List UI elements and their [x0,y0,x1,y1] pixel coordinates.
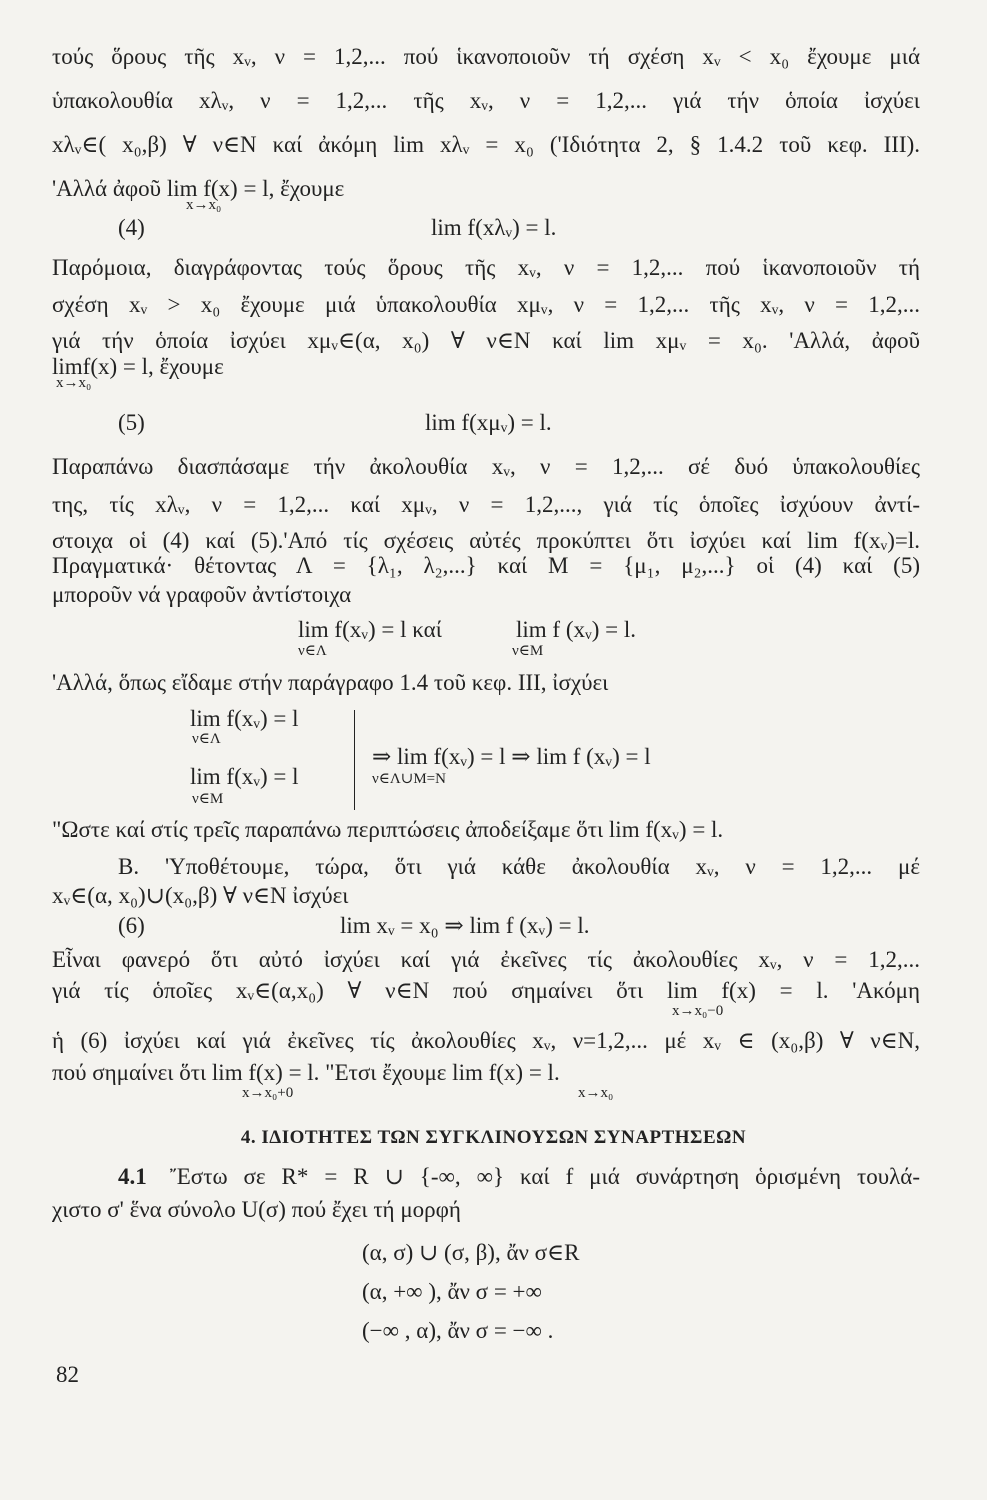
limit-subscript: x→x₀ [186,197,222,213]
text-line: limf(x) = l, ἔχουμε [52,354,224,379]
text-line: 'Αλλά, ὅπως εἴδαμε στήν παράγραφο 1.4 τοῦ κεφ. III, ἰσχύει [52,670,609,695]
page-number: 82 [56,1362,79,1387]
text-line: μποροῦν νά γραφοῦν ἀντίστοιχα [52,582,352,607]
equation-label: (4) [118,215,145,240]
limit-over-m: lim f (xᵥ) = l. [516,617,637,642]
text-line: xᵥ∈(α, x₀)∪(x₀,β) ∀ ν∈N ἰσχύει [52,883,349,908]
text-line: πού σημαίνει ὅτι lim f(x) = l. "Ετσι ἔχουμε lim f(x) = l. [52,1060,560,1085]
system-implication: ⇒ lim f(xᵥ) = l ⇒ lim f (xᵥ) = l [372,744,651,769]
limit-over-lambda: lim f(xᵥ) = l καί [298,617,442,642]
text-line: 'Αλλά ἀφοῦ lim f(x) = l, ἔχουμε [52,176,345,201]
text-line: τούς ὅρους τῆς xᵥ, ν = 1,2,... πού ἱκανοποιοῦν τή σχέση xᵥ < x₀ ἔχουμε μιά [52,44,920,69]
text-line: σχέση xᵥ > x₀ ἔχουμε μιά ὑπακολουθία xμᵥ, ν = 1,2,... τῆς xᵥ, ν = 1,2,... [52,292,920,317]
text-line: Πραγματικά· θέτοντας Λ = {λ₁, λ₂,...} καί M = {μ₁, μ₂,...} οἱ (4) καί (5) [52,553,920,578]
text-line: γιά τήν ὁποία ἰσχύει xμᵥ∈(α, x₀) ∀ ν∈N καί lim xμᵥ = x₀. 'Αλλά, ἀφοῦ [52,328,920,353]
subscript-nu-m: ν∈M [512,643,544,659]
right-brace [340,710,355,810]
text-line: "Ωστε καί στίς τρεῖς παραπάνω περιπτώσεις ἀποδείξαμε ὅτι lim f(xᵥ) = l. [52,817,724,842]
u-case-real: (α, σ) ∪ (σ, β), ἄν σ∈R [362,1240,580,1265]
subscript-nu-union: ν∈Λ∪M=N [372,771,446,787]
equation-label: (5) [118,410,145,435]
limit-subscript: x→x₀−0 [672,1003,724,1019]
text-line: B. 'Υποθέτουμε, τώρα, ὅτι γιά κάθε ἀκολουθία xᵥ, ν = 1,2,... μέ [118,854,920,879]
subscript-nu-m: ν∈M [192,791,224,807]
equation-5: lim f(xμᵥ) = l. [425,410,552,435]
text-line: xλᵥ∈( x₀,β) ∀ ν∈N καί ἀκόμη lim xλᵥ = x₀ ('Ιδιότητα 2, § 1.4.2 τοῦ κεφ. III). [52,132,920,157]
text-line: Παραπάνω διασπάσαμε τήν ἀκολουθία xᵥ, ν = 1,2,... σέ δυό ὑπακολουθίες [52,454,920,479]
u-case-minus-infinity: (−∞ , α), ἄν σ = −∞ . [362,1318,554,1343]
system-top-limit: lim f(xᵥ) = l [190,706,299,731]
text-line: ἡ (6) ἰσχύει καί γιά ἐκεῖνες τίς ἀκολουθίες xᵥ, ν=1,2,... μέ xᵥ ∈ (x₀,β) ∀ ν∈N, [52,1028,920,1053]
subscript-nu-lambda: ν∈Λ [298,643,327,659]
text-line: γιά τίς ὁποῖες xᵥ∈(α,x₀) ∀ ν∈N πού σημαίνει ὅτι lim f(x) = l. 'Ακόμη [52,978,920,1003]
text-line: στοιχα οἱ (4) καί (5).'Από τίς σχέσεις αὐτές προκύπτει ὅτι ἰσχύει καί lim f(xᵥ)=l. [52,528,920,553]
limit-subscript: x→x₀+0 [242,1085,294,1101]
system-bottom-limit: lim f(xᵥ) = l [190,764,299,789]
text-line: ὑπακολουθία xλᵥ, ν = 1,2,... τῆς xᵥ, ν = 1,2,... γιά τήν ὁποία ἰσχύει [52,88,920,113]
limit-subscript: x→x₀ [578,1085,614,1101]
limit-subscript: x→x₀ [56,375,92,391]
section-heading: 4. ΙΔΙΟΤΗΤΕΣ ΤΩΝ ΣΥΓΚΛΙΝΟΥΣΩΝ ΣΥΝΑΡΤΗΣΕΩΝ [240,1127,747,1148]
equation-label: (6) [118,913,145,938]
subsection-number: 4.1 [118,1164,147,1189]
text-line: Παρόμοια, διαγράφοντας τούς ὅρους τῆς xᵥ, ν = 1,2,... πού ἱκανοποιοῦν τή [52,255,920,280]
equation-4: lim f(xλᵥ) = l. [431,215,557,240]
text-line: Εἶναι φανερό ὅτι αὐτό ἰσχύει καί γιά ἐκεῖνες τίς ἀκολουθίες xᵥ, ν = 1,2,... [52,947,920,972]
subscript-nu-lambda: ν∈Λ [192,731,221,747]
u-case-plus-infinity: (α, +∞ ), ἄν σ = +∞ [362,1279,542,1304]
equation-6: lim xᵥ = x₀ ⇒ lim f (xᵥ) = l. [340,913,590,938]
text-line: Ἔστω σε R* = R ∪ {-∞, ∞} καί f μιά συνάρτηση ὁρισμένη τουλά- [170,1164,920,1189]
text-line: της, τίς xλᵥ, ν = 1,2,... καί xμᵥ, ν = 1,2,..., γιά τίς ὁποῖες ἰσχύουν ἀντί- [52,492,920,517]
text-line: χιστο σ' ἕνα σύνολο U(σ) πού ἔχει τή μορφή [52,1197,461,1222]
